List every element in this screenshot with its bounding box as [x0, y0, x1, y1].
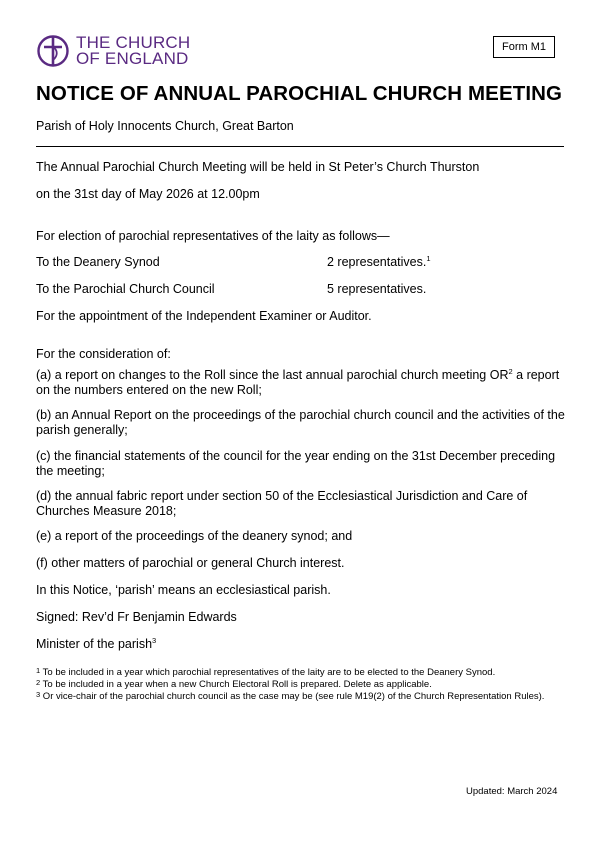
logo-line-1: THE CHURCH: [76, 33, 191, 52]
consideration-item-a: (a) a report on changes to the Roll since the last annual parochial church meeting $OR^2$ a report on the numbers entered on the new Roll;: [36, 367, 560, 397]
consideration-item-e: (e) a report of the proceedings of the deanery synod; and: [36, 529, 353, 543]
signed-by: Signed: Rev’d Fr Benjamin Edwards: [36, 610, 237, 624]
parish-definition: In this Notice, ‘parish’ means an ecclesiastical parish.: [36, 583, 331, 597]
page-title: NOTICE OF ANNUAL PAROCHIAL CHURCH MEETING: [36, 82, 563, 105]
minister-label: Minister of the parish$^3$: [36, 636, 157, 651]
divider: [36, 146, 564, 147]
election-count-pcc: 5 representatives.: [327, 282, 427, 296]
footnote-1: $^1$ To be included in a year which parochial representatives of the laity are to be elected to the Deanery Synod.: [36, 666, 496, 678]
election-count-deanery: 2 representatives.$^1$: [327, 254, 431, 269]
form-label: Form M1: [493, 36, 555, 58]
consideration-item-d: (d) the annual fabric report under section 50 of the Ecclesiastical Jurisdiction and Care of Churches Measure 2018;: [36, 489, 528, 518]
updated-date: Updated: March 2024: [466, 786, 558, 797]
footnote-3: $^3$ Or vice-chair of the parochial church council as the case may be (see rule M19(2) of the Church Representation Rules).: [36, 690, 545, 702]
parish-name: Parish of Holy Innocents Church, Great Barton: [36, 119, 294, 133]
meeting-location: The Annual Parochial Church Meeting will be held in St Peter’s Church Thurston: [36, 160, 480, 174]
consideration-item-c: (c) the financial statements of the council for the year ending on the 31st December preceding the meeting;: [36, 449, 556, 478]
consideration-intro: For the consideration of:: [36, 347, 171, 361]
election-body-pcc: To the Parochial Church Council: [36, 282, 215, 296]
footnote-2: $^2$ To be included in a year when a new Church Electoral Roll is prepared. Delete as applicable.: [36, 678, 432, 690]
election-intro: For election of parochial representatives of the laity as follows—: [36, 229, 390, 243]
appointment-text: For the appointment of the Independent Examiner or Auditor.: [36, 309, 372, 323]
footnote-ref-3: 3: [152, 636, 157, 645]
footnote-ref-2: 2: [508, 367, 513, 376]
footnote-ref-1: 1: [426, 254, 431, 263]
consideration-item-f: (f) other matters of parochial or general Church interest.: [36, 556, 345, 570]
church-of-england-logo: [36, 34, 190, 68]
logo-line-2: OF ENGLAND: [76, 49, 189, 68]
election-body-deanery: To the Deanery Synod: [36, 255, 160, 269]
church-cross-icon: [36, 34, 70, 68]
consideration-item-b: (b) an Annual Report on the proceedings of the parochial church council and the activities of the parish generally;: [36, 408, 565, 437]
meeting-date: on the 31st day of May 2026 at 12.00pm: [36, 187, 260, 201]
